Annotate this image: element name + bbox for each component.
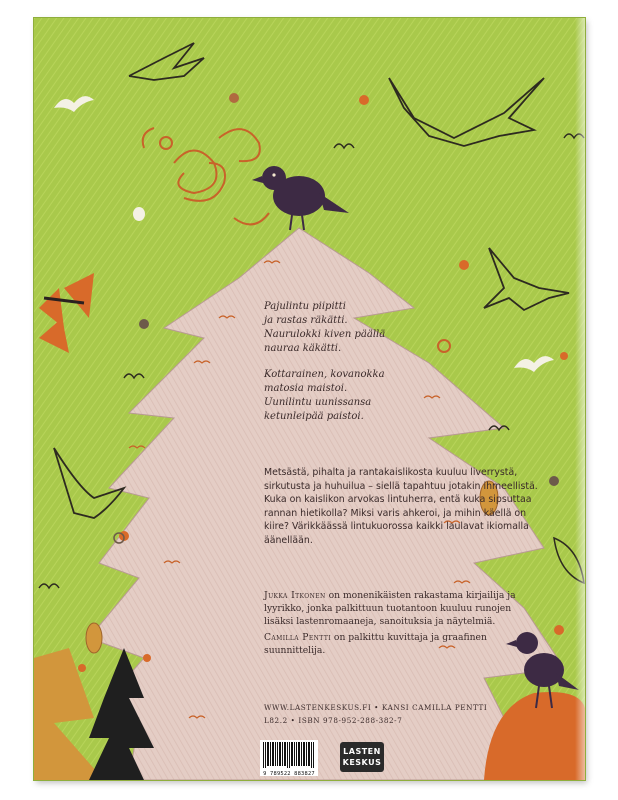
book-back-cover xyxy=(34,18,585,780)
author-1-name: Jukka Itkonen xyxy=(264,590,326,601)
author-info xyxy=(264,589,539,660)
author-2-name: Camilla Pentti xyxy=(264,632,331,643)
author-1-text: on monenikäisten rakastama kirjailija ja lyyrikko, jonka palkittuun tuotantoon kuuluu runojen lisäksi lastenromaaneja, sanoituksia ja näytelmiä. xyxy=(264,590,516,627)
book-blurb: Metsästä, pihalta ja rantakaislikosta kuuluu liverrystä, sirkutusta ja huhuilua – siellä tapahtuu jotakin ihmeellistä. Kuka on kaislikon arvokas lintuherra, entä kuka sipsuttaa rannan hietikolla? Miksi varis ahkeroi, ja mihin käellä on kiire? Värikkäässä lintukuorossa kaikki laulavat ikiomalla äänellään. xyxy=(264,467,538,546)
poem-stanza-2: Kottarainen, kovanokka matosia maistoi. Uunilintu uunissansa ketunleipää paistoi. xyxy=(264,369,385,422)
barcode-bars xyxy=(260,740,318,770)
poem xyxy=(264,300,464,436)
footer-line-2: L82.2 • ISBN 978-952-288-382-7 xyxy=(264,716,403,725)
author-1-bio xyxy=(264,589,539,628)
barcode-number: 9 789522 883827 xyxy=(263,771,315,777)
logo-line-1: LASTEN xyxy=(343,747,381,756)
footer-line-1: WWW.LASTENKESKUS.FI • KANSI CAMILLA PENTTI xyxy=(264,703,488,712)
publisher-footer xyxy=(264,701,549,727)
author-2-text: on palkittu kuvittaja ja graafinen suunnittelija. xyxy=(264,632,487,656)
logo-line-2: KESKUS xyxy=(342,758,382,767)
lastenkeskus-logo xyxy=(340,742,384,772)
author-2-bio xyxy=(264,631,539,657)
poem-stanza-1: Pajulintu piipitti ja rastas räkätti. Naurulokki kiven päällä nauraa käkätti. xyxy=(264,301,386,354)
isbn-barcode xyxy=(260,740,318,776)
